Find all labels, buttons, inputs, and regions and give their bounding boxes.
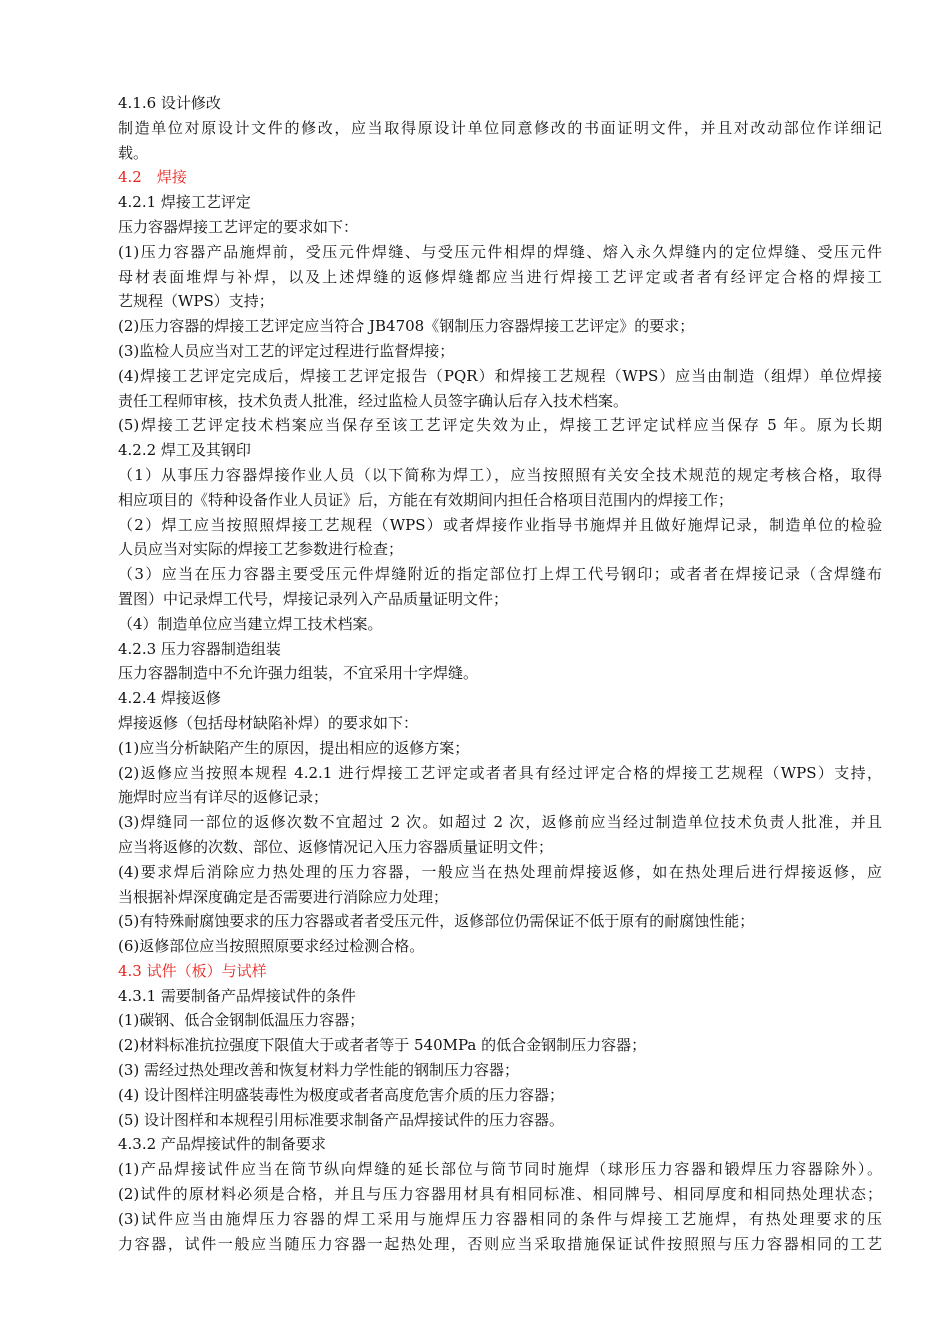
text-line: （2）焊工应当按照照焊接工艺规程（WPS）或者焊接作业指导书施焊并且做好施焊记录，制造单位的检验 (118, 515, 882, 534)
text-line: (1)碳钢、低合金钢制低温压力容器； (118, 1011, 365, 1030)
section-heading: 4.2 焊接 (118, 168, 187, 187)
text-line: 压力容器制造中不允许强力组装，不宜采用十字焊缝。 (118, 664, 479, 683)
text-line: 4.2.1 焊接工艺评定 (118, 193, 251, 212)
text-line: (1)压力容器产品施焊前，受压元件焊缝、与受压元件相焊的焊缝、熔入永久焊缝内的定位焊缝、受压元件 (118, 242, 882, 261)
text-line: 施焊时应当有详尽的返修记录； (118, 788, 329, 807)
text-line: (3) 需经过热处理改善和恢复材料力学性能的钢制压力容器； (118, 1061, 520, 1080)
text-line: (1)产品焊接试件应当在筒节纵向焊缝的延长部位与筒节同时施焊（球形压力容器和锻焊压力容器除外）。 (118, 1160, 882, 1179)
text-line: (5) 设计图样和本规程引用标准要求制备产品焊接试件的压力容器。 (118, 1110, 565, 1129)
text-line: (3)监检人员应当对工艺的评定过程进行监督焊接； (118, 341, 455, 360)
text-line: (3)试件应当由施焊压力容器的焊工采用与施焊压力容器相同的条件与焊接工艺施焊，有热处理要求的压 (118, 1209, 882, 1228)
text-line: 4.3.1 需要制备产品焊接试件的条件 (118, 986, 356, 1005)
text-line: 4.2.2 焊工及其钢印 (118, 441, 251, 460)
document-page (118, 91, 882, 1256)
text-line: (2)压力容器的焊接工艺评定应当符合 JB4708《钢制压力容器焊接工艺评定》的要求； (118, 317, 695, 336)
text-line: (2)试件的原材料必须是合格，并且与压力容器用材具有相同标准、相同牌号、相同厚度和相同热处理状态； (118, 1185, 882, 1204)
text-line: 应当将返修的次数、部位、返修情况记入压力容器质量证明文件； (118, 837, 554, 856)
text-line: 压力容器焊接工艺评定的要求如下： (118, 217, 359, 236)
text-line: 制造单位对原设计文件的修改，应当取得原设计单位同意修改的书面证明文件，并且对改动部位作详细记 (118, 118, 882, 137)
text-line: （3）应当在压力容器主要受压元件焊缝附近的指定部位打上焊工代号钢印；或者者在焊接记录（含焊缝布 (118, 565, 882, 584)
text-line: (3)焊缝同一部位的返修次数不宜超过 2 次。如超过 2 次，返修前应当经过制造单位技术负责人批准，并且 (118, 813, 882, 832)
text-line: (2)返修应当按照本规程 4.2.1 进行焊接工艺评定或者者具有经过评定合格的焊接工艺规程（WPS）支持， (118, 763, 882, 782)
text-line: 责任工程师审核，技术负责人批准，经过监检人员签字确认后存入技术档案。 (118, 391, 629, 410)
text-line: 艺规程（WPS）支持； (118, 292, 274, 311)
text-line: （4）制造单位应当建立焊工技术档案。 (118, 614, 383, 633)
text-line: （1）从事压力容器焊接作业人员（以下简称为焊工），应当按照照有关安全技术规范的规定考核合格，取得 (118, 465, 882, 484)
text-line: 人员应当对实际的焊接工艺参数进行检查； (118, 540, 404, 559)
text-line: (5)焊接工艺评定技术档案应当保存至该工艺评定失效为止，焊接工艺评定试样应当保存 5 年。原为长期 (118, 416, 882, 435)
text-line: 4.2.4 焊接返修 (118, 689, 221, 708)
text-line: 置图）中记录焊工代号，焊接记录列入产品质量证明文件； (118, 589, 509, 608)
text-line: (4)要求焊后消除应力热处理的压力容器，一般应当在热处理前焊接返修，如在热处理后进行焊接返修，应 (118, 862, 882, 881)
text-line: 4.3.2 产品焊接试件的制备要求 (118, 1135, 326, 1154)
text-line: 母材表面堆焊与补焊，以及上述焊缝的返修焊缝都应当进行焊接工艺评定或者者有经评定合格的焊接工 (118, 267, 882, 286)
text-line: 载。 (118, 143, 149, 162)
text-line: (5)有特殊耐腐蚀要求的压力容器或者者受压元件，返修部位仍需保证不低于原有的耐腐蚀性能； (118, 912, 755, 931)
text-line: 力容器，试件一般应当随压力容器一起热处理，否则应当采取措施保证试件按照照与压力容器相同的工艺 (118, 1234, 882, 1253)
text-line: (4)焊接工艺评定完成后，焊接工艺评定报告（PQR）和焊接工艺规程（WPS）应当由制造（组焊）单位焊接 (118, 366, 882, 385)
text-line: 当根据补焊深度确定是否需要进行消除应力处理； (118, 887, 449, 906)
text-line: 4.1.6 设计修改 (118, 94, 221, 112)
text-line: (4) 设计图样注明盛装毒性为极度或者者高度危害介质的压力容器； (118, 1085, 565, 1104)
text-line: (6)返修部位应当按照照原要求经过检测合格。 (118, 937, 425, 956)
text-line: 焊接返修（包括母材缺陷补焊）的要求如下： (118, 713, 419, 732)
text-line: 4.2.3 压力容器制造组装 (118, 639, 281, 658)
section-heading: 4.3 试件（板）与试样 (118, 961, 267, 980)
text-line: (2)材料标准抗拉强度下限值大于或者者等于 540MPa 的低合金钢制压力容器； (118, 1036, 647, 1055)
text-line: (1)应当分析缺陷产生的原因，提出相应的返修方案； (118, 738, 470, 757)
text-line: 相应项目的《特种设备作业人员证》后，方能在有效期间内担任合格项目范围内的焊接工作； (118, 490, 734, 509)
